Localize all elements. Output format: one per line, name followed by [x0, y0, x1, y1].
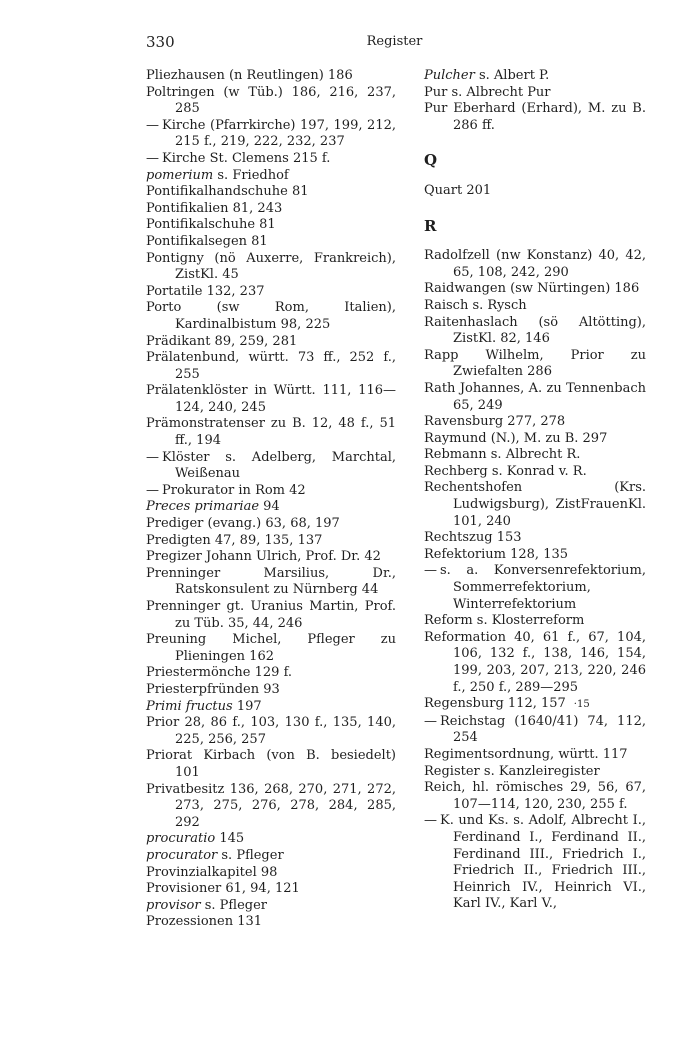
entry-italic-term: procurator: [146, 847, 218, 863]
entry-text: Priesterpfründen 93: [146, 681, 280, 697]
index-entry: [424, 183, 646, 200]
entry-text: Pregizer Johann Ulrich, Prof. Dr. 42: [146, 549, 381, 565]
subentry-dash: —: [146, 150, 159, 166]
entry-text: Pontigny (nö Auxerre, Frankreich), ZistKl. 45: [146, 250, 396, 283]
index-entry: [146, 848, 396, 865]
index-entry: [146, 682, 396, 699]
entry-text: s. Pfleger: [217, 847, 284, 863]
index-entry: [424, 85, 646, 102]
right-column: [424, 68, 646, 913]
entry-text: Portatile 132, 237: [146, 283, 265, 299]
entry-text: Priestermönche 129 f.: [146, 665, 293, 681]
entry-text: Raymund (N.), M. zu B. 297: [424, 430, 608, 446]
entry-text: Rechtszug 153: [424, 530, 522, 546]
index-entry: [146, 881, 396, 898]
index-entry: [424, 764, 646, 781]
entry-text: Prenninger gt. Uranius Martin, Prof. zu Tüb. 35, 44, 246: [146, 599, 396, 631]
index-entry: [146, 499, 396, 516]
index-entry: [146, 665, 396, 682]
entry-text: s. a. Konversenrefektorium, Sommerrefektorium, Winterrefektorium: [440, 563, 646, 612]
entry-text: Raidwangen (sw Nürtingen) 186: [424, 281, 640, 297]
margin-mark: ·15: [573, 699, 590, 711]
entry-text: Prälatenklöster in Württ. 111, 116—124, 240, 245: [146, 383, 396, 415]
entry-text: 145: [215, 831, 245, 847]
index-entry: [424, 630, 646, 696]
entry-text: Quart 201: [424, 182, 492, 198]
subentry-dash: —: [146, 482, 159, 498]
entry-text: Pontifikalhandschuhe 81: [146, 184, 309, 200]
index-entry: [424, 547, 646, 564]
entry-italic-term: Primi fructus: [146, 698, 233, 714]
entry-text: Prädikant 89, 259, 281: [146, 333, 298, 349]
index-subentry: [146, 151, 396, 168]
entry-italic-term: provisor: [146, 897, 201, 913]
index-entry: [146, 217, 396, 234]
index-entry: [146, 334, 396, 351]
index-subentry: [424, 563, 646, 613]
entry-text: Provinzialkapitel 98: [146, 864, 278, 880]
subentry-dash: —: [424, 713, 437, 729]
index-entry: [146, 699, 396, 716]
index-entry: [146, 516, 396, 533]
entry-text: Register s. Kanzleiregister: [424, 763, 600, 779]
entry-text: Klöster s. Adelberg, Marchtal, Weißenau: [162, 449, 396, 482]
index-entry: [424, 530, 646, 547]
entry-text: Reichstag (1640/41) 74, 112, 254: [440, 713, 646, 746]
entry-text: Provisioner 61, 94, 121: [146, 881, 300, 897]
index-subentry: [424, 813, 646, 913]
entry-text: Prälatenbund, württ. 73 ff., 252 f., 255: [146, 350, 396, 382]
entry-text: Prämonstratenser zu B. 12, 48 f., 51 ff., 194: [146, 416, 396, 449]
index-entry: [424, 447, 646, 464]
entry-text: Rebmann s. Albrecht R.: [424, 447, 581, 463]
index-entry: [146, 865, 396, 882]
index-entry: [424, 298, 646, 315]
entry-text: Raisch s. Rysch: [424, 297, 527, 313]
index-subentry: [146, 450, 396, 483]
right-column-entries: [424, 68, 646, 134]
index-entry: [146, 284, 396, 301]
index-entry: [146, 416, 396, 449]
entry-text: Rapp Wilhelm, Prior zu Zwiefalten 286: [424, 347, 646, 380]
index-entry: [424, 747, 646, 764]
entry-text: Prenninger Marsilius, Dr., Ratskonsulent zu Nürnberg 44: [146, 565, 396, 598]
entry-text: Pontifikalien 81, 243: [146, 200, 283, 216]
entry-text: Reich, hl. römisches 29, 56, 67, 107—114, 120, 230, 255 f.: [424, 780, 646, 812]
section-q-entries: [424, 183, 646, 200]
subentry-dash: —: [424, 813, 437, 829]
entry-text: Reformation 40, 61 f., 67, 104, 106, 132 f., 138, 146, 154, 199, 203, 207, 213, 220, 246 f., 250 f., 289—295: [424, 629, 646, 695]
entry-italic-term: procuratio: [146, 831, 216, 847]
index-subentry: [146, 483, 396, 500]
entry-text: Ravensburg 277, 278: [424, 414, 566, 430]
index-entry: [424, 315, 646, 348]
index-entry: [146, 549, 396, 566]
subentry-dash: —: [146, 449, 159, 465]
index-entry: [146, 632, 396, 665]
index-entry: [146, 599, 396, 632]
index-entry: [146, 184, 396, 201]
subentry-dash: —: [146, 117, 159, 133]
entry-italic-term: Pulcher: [424, 68, 475, 83]
entry-text: K. und Ks. s. Adolf, Albrecht I., Ferdinand I., Ferdinand II., Ferdinand III., Friedrich I., Friedrich II., Friedrich III., Heinrich IV., Heinrich VI., Karl IV., Karl V.,: [440, 813, 646, 912]
index-entry: [146, 234, 396, 251]
entry-text: s. Albert P.: [474, 68, 550, 83]
index-entry: [424, 414, 646, 431]
index-entry: [146, 898, 396, 915]
index-entry: [424, 696, 646, 714]
entry-text: Refektorium 128, 135: [424, 546, 569, 562]
section-letter-r: R: [424, 216, 437, 235]
entry-text: Kirche St. Clemens 215 f.: [162, 150, 331, 166]
entry-text: Rechentshofen (Krs. Ludwigsburg), ZistFrauenKl. 101, 240: [424, 480, 646, 529]
index-subentry: [146, 118, 396, 151]
entry-text: Pontifikalschuhe 81: [146, 217, 276, 233]
entry-text: Porto (sw Rom, Italien), Kardinalbistum 98, 225: [146, 300, 396, 332]
entry-text: s. Pfleger: [200, 897, 267, 913]
index-entry: [146, 251, 396, 284]
index-entry: [146, 748, 396, 781]
index-entry: [146, 350, 396, 383]
index-subentry: [424, 714, 646, 747]
index-entry: [146, 68, 396, 85]
entry-text: Rechberg s. Konrad v. R.: [424, 463, 587, 479]
entry-text: Rath Johannes, A. zu Tennenbach 65, 249: [424, 380, 646, 413]
entry-text: Priorat Kirbach (von B. besiedelt) 101: [146, 748, 396, 780]
left-column: [146, 68, 396, 931]
index-entry: [424, 780, 646, 813]
entry-text: 94: [259, 499, 280, 515]
index-entry: [424, 613, 646, 630]
entry-italic-term: Preces primariae: [146, 499, 260, 515]
running-head: Register: [366, 34, 423, 49]
entry-text: 197: [232, 698, 262, 714]
index-entry: [146, 300, 396, 333]
index-entry: [424, 381, 646, 414]
index-entry: [146, 715, 396, 748]
index-entry: [424, 431, 646, 448]
page-number: 330: [146, 33, 175, 51]
index-entry: [424, 348, 646, 381]
entry-text: Prior 28, 86 f., 103, 130 f., 135, 140, 225, 256, 257: [146, 715, 396, 747]
entry-text: Predigten 47, 89, 135, 137: [146, 532, 323, 548]
section-r-entries: [424, 248, 646, 913]
entry-italic-term: pomerium: [146, 167, 214, 183]
subentry-dash: —: [424, 563, 437, 579]
index-entry: [146, 782, 396, 832]
entry-text: Kirche (Pfarrkirche) 197, 199, 212, 215 f., 219, 222, 232, 237: [162, 117, 396, 150]
index-entry: [424, 68, 646, 85]
entry-text: Pur Eberhard (Erhard), M. zu B. 286 ff.: [424, 101, 646, 133]
index-entry: [146, 914, 396, 931]
entry-text: Prokurator in Rom 42: [162, 482, 306, 498]
index-entry: [424, 248, 646, 281]
entry-text: Radolfzell (nw Konstanz) 40, 42, 65, 108, 242, 290: [424, 248, 646, 280]
entry-text: Regimentsordnung, württ. 117: [424, 746, 628, 762]
entry-text: Preuning Michel, Pfleger zu Plieningen 162: [146, 632, 396, 664]
entry-text: Privatbesitz 136, 268, 270, 271, 272, 273, 275, 276, 278, 284, 285, 292: [146, 781, 396, 830]
index-entry: [146, 566, 396, 599]
entry-text: Prozessionen 131: [146, 914, 263, 930]
page-header: [146, 33, 643, 53]
entry-text: s. Friedhof: [213, 167, 289, 183]
index-entry: [146, 831, 396, 848]
entry-text: Reform s. Klosterreform: [424, 613, 585, 629]
entry-text: Poltringen (w Tüb.) 186, 216, 237, 285: [146, 84, 396, 117]
index-entry: [146, 201, 396, 218]
entry-text: Pur s. Albrecht Pur: [424, 84, 551, 100]
index-entry: [424, 281, 646, 298]
index-entry: [146, 85, 396, 118]
index-entry: [146, 168, 396, 185]
entry-text: Prediger (evang.) 63, 68, 197: [146, 516, 340, 532]
index-entry: [146, 383, 396, 416]
entry-text: Regensburg 112, 157: [424, 696, 566, 712]
index-entry: [424, 101, 646, 134]
entry-text: Raitenhaslach (sö Altötting), ZistKl. 82, 146: [424, 314, 646, 347]
index-entry: [424, 480, 646, 530]
index-entry: [146, 533, 396, 550]
entry-text: Pliezhausen (n Reutlingen) 186: [146, 68, 353, 83]
entry-text: Pontifikalsegen 81: [146, 233, 268, 249]
section-letter-q: Q: [424, 151, 438, 170]
index-entry: [424, 464, 646, 481]
